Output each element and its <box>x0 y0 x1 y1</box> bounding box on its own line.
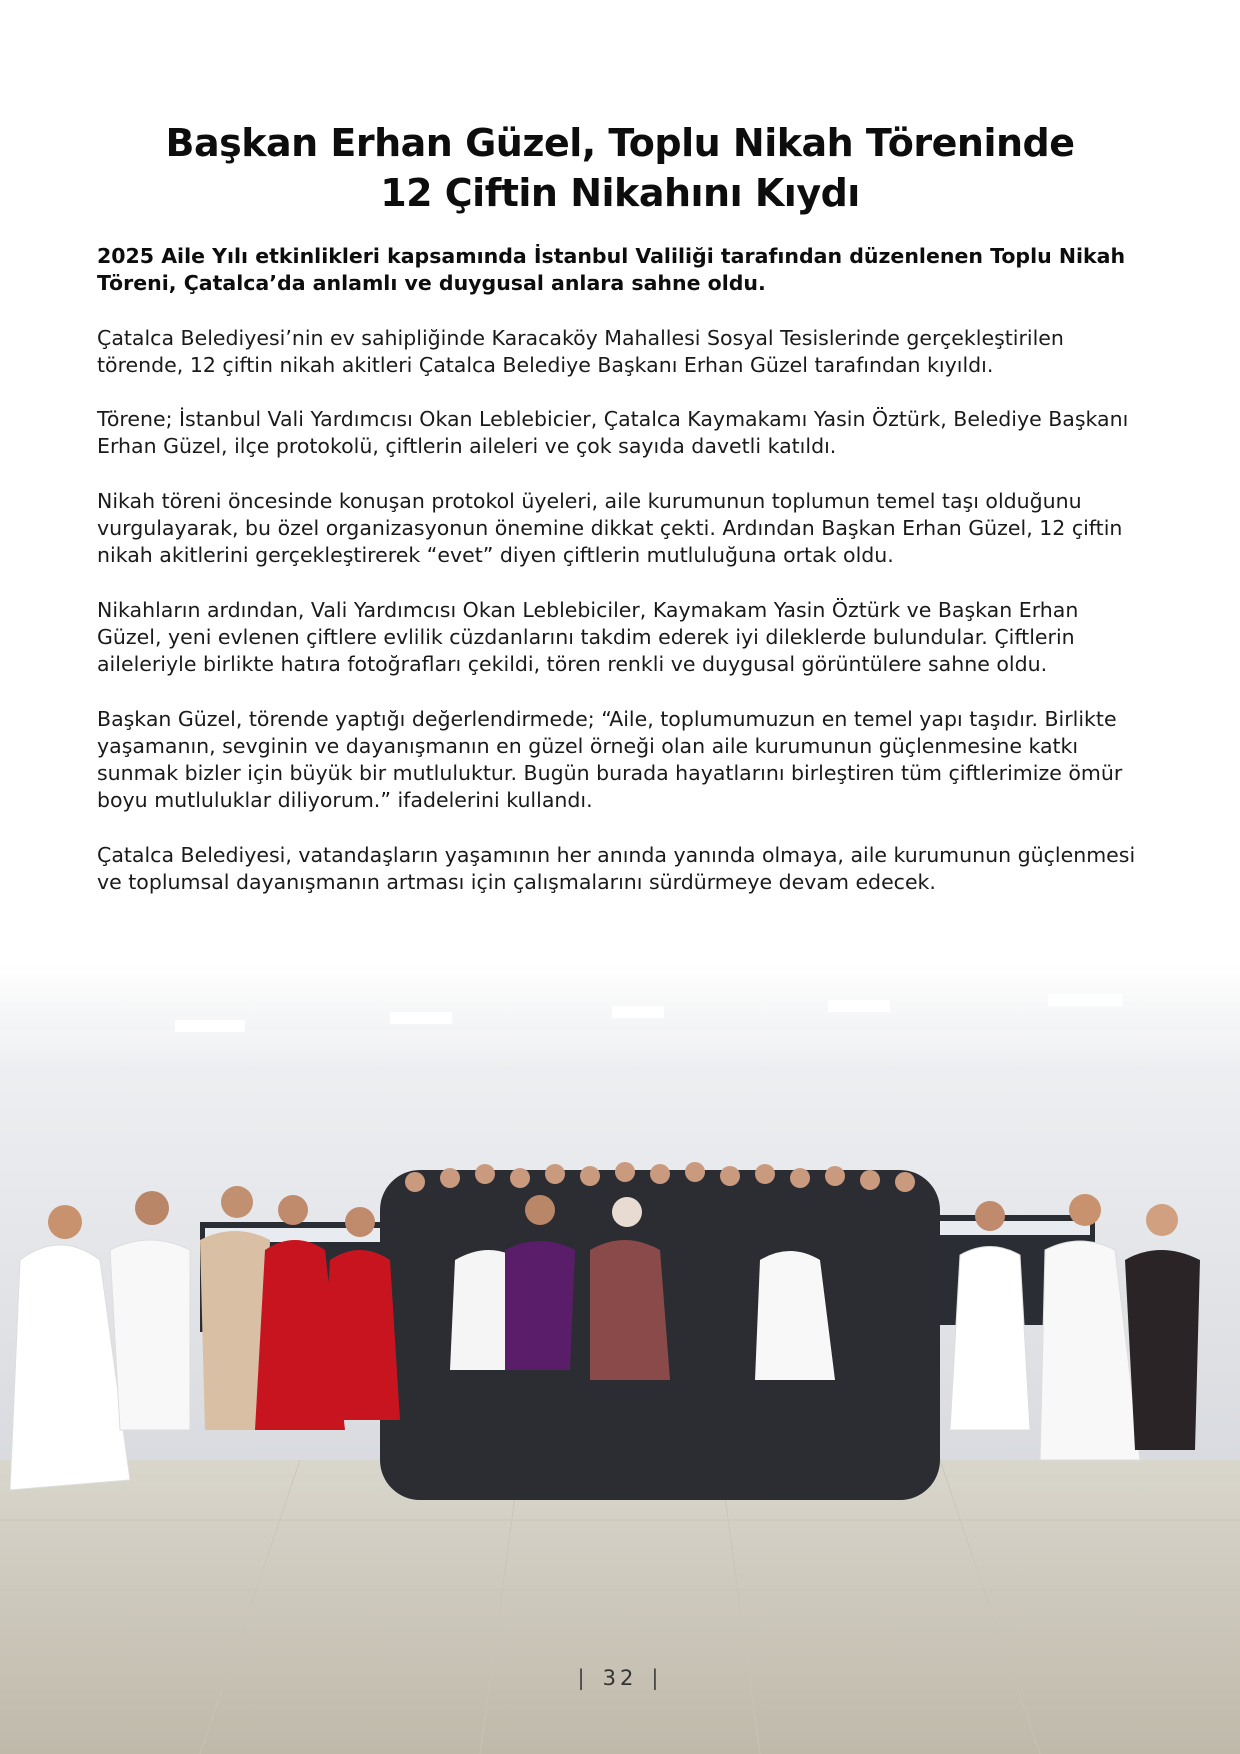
article-title <box>90 118 1150 218</box>
article-paragraph-1: Çatalca Belediyesi’nin ev sahipliğinde Karacaköy Mahallesi Sosyal Tesislerinde gerçekleştirilen törende, 12 çiftin nikah akitleri Çatalca Belediye Başkanı Erhan Güzel tarafından kıyıldı. <box>97 325 1064 377</box>
article-paragraph-5: Başkan Güzel, törende yaptığı değerlendirmede; “Aile, toplumumuzun en temel yapı taşıdır. Birlikte yaşamanın, sevginin ve dayanışmanın en güzel örneği olan aile kurumunun güçlenmesine katkı sunmak bizler için büyük bir mutluluktur. Bugün burada hayatlarını birleştiren tüm çiftlerimize ömür boyu mutluluklar diliyorum.” ifadelerini kullandı. <box>97 706 1123 813</box>
page-number-separator-right: | <box>651 1666 663 1690</box>
article-paragraph-2: Törene; İstanbul Vali Yardımcısı Okan Leblebicier, Çatalca Kaymakamı Yasin Öztürk, Belediye Başkanı Erhan Güzel, ilçe protokolü, çiftlerin aileleri ve çok sayıda davetli katıldı. <box>97 407 1129 459</box>
article-paragraph-4: Nikahların ardından, Vali Yardımcısı Okan Leblebiciler, Kaymakam Yasin Öztürk ve Başkan Erhan Güzel, yeni evlenen çiftlere evlilik cüzdanlarını takdim ederek iyi dileklerde bulundular. Çiftlerin aileleriyle birlikte hatıra fotoğrafları çekildi, tören renkli ve duygusal görüntülere sahne oldu. <box>97 597 1079 677</box>
article-title-line-1: Başkan Erhan Güzel, Toplu Nikah Töreninde <box>165 121 1075 165</box>
photo-fade <box>0 960 1240 1070</box>
page-number-separator-left: | <box>577 1666 589 1690</box>
article-body <box>97 243 1142 923</box>
article-title-line-2: 12 Çiftin Nikahını Kıydı <box>380 171 860 215</box>
page-number-value: 32 <box>602 1666 638 1690</box>
article-paragraph-6: Çatalca Belediyesi, vatandaşların yaşamının her anında yanında olmaya, aile kurumunun güçlenmesi ve toplumsal dayanışmanın artması için çalışmalarını sürdürmeye devam edecek. <box>97 842 1136 895</box>
article-paragraph-3: Nikah töreni öncesinde konuşan protokol üyeleri, aile kurumunun toplumun temel taşı olduğunu vurgulayarak, bu özel organizasyonun önemine dikkat çekti. Ardından Başkan Erhan Güzel, 12 çiftin nikah akitlerini gerçekleştirerek “evet” diyen çiftlerin mutluluğuna ortak oldu. <box>97 488 1123 568</box>
article-lead: 2025 Aile Yılı etkinlikleri kapsamında İstanbul Valiliği tarafından düzenlenen Toplu Nikah Töreni, Çatalca’da anlamlı ve duygusal anlara sahne oldu. <box>97 244 1126 296</box>
page-number <box>0 1666 1240 1690</box>
group-wedding-photo <box>0 960 1240 1754</box>
